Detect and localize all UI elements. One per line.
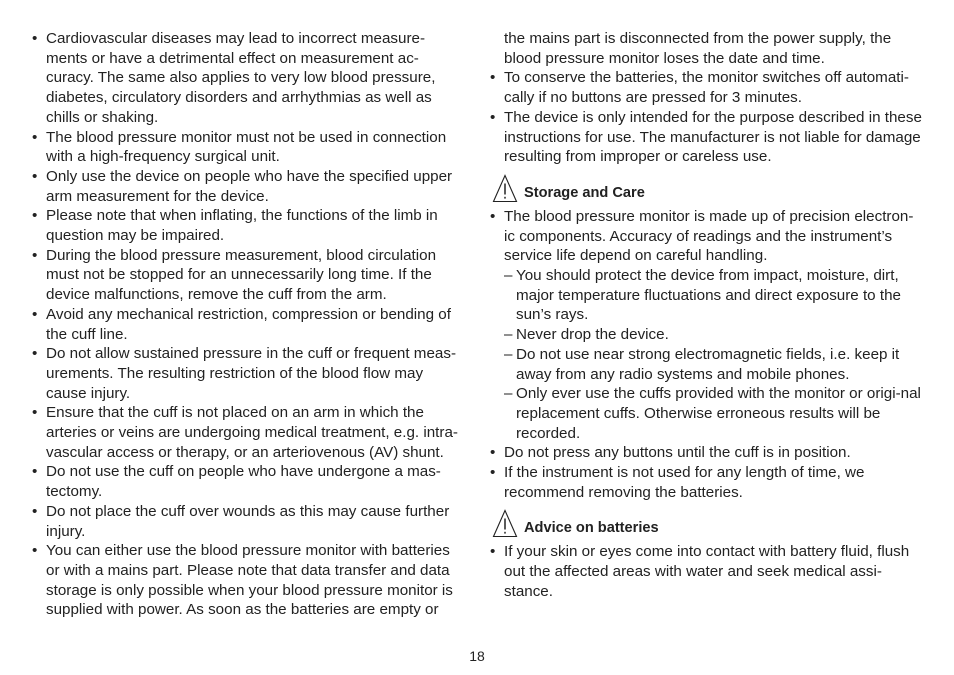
list-item: • Ensure that the cuff is not placed on an arm in which the arteries or veins are undergoing medical treatment, e.g. intra-vascular access or therapy, or an arteriovenous (AV) shunt. <box>32 403 466 462</box>
list-item: • To conserve the batteries, the monitor switches off automati-cally if no buttons are pressed for 3 minutes. <box>490 68 924 107</box>
list-item: • Please note that when inflating, the functions of the limb in question may be impaired. <box>32 206 466 245</box>
list-item: • Cardiovascular diseases may lead to incorrect measure-ments or have a detrimental effect on measurement ac-curacy. The same also applies to very low blood pressure, diabetes, circulatory disorders and arrhythmias as well as chills or shaking. <box>32 29 466 128</box>
list-item: • If your skin or eyes come into contact with battery fluid, flush out the affected areas with water and seek medical assi-stance. <box>490 542 924 601</box>
sub-list-item: – You should protect the device from impact, moisture, dirt, major temperature fluctuations and direct exposure to the sun’s rays. <box>490 266 924 325</box>
list-item: • You can either use the blood pressure monitor with batteries or with a mains part. Please note that data transfer and data storage is only possible when your blood pressure monitor is supplied with power. As soon as the batteries are empty or <box>32 541 466 620</box>
list-item: • The blood pressure monitor is made up of precision electron-ic components. Accuracy of readings and the instrument’s service life depend on careful handling. <box>490 207 924 266</box>
sub-list-item: – Do not use near strong electromagnetic fields, i.e. keep it away from any radio systems and mobile phones. <box>490 345 924 384</box>
section-title: Storage and Care <box>524 184 645 201</box>
list-item: • Do not press any buttons until the cuff is in position. <box>490 443 924 463</box>
list-item: • Avoid any mechanical restriction, compression or bending of the cuff line. <box>32 305 466 344</box>
page-number: 18 <box>469 648 485 664</box>
list-item: • The blood pressure monitor must not be used in connection with a high-frequency surgical unit. <box>32 128 466 167</box>
sub-list-item: – Only ever use the cuffs provided with the monitor or origi-nal replacement cuffs. Otherwise erroneous results will be recorded. <box>490 384 924 443</box>
list-item: • The device is only intended for the purpose described in these instructions for use. The manufacturer is not liable for damage resulting from improper or careless use. <box>490 108 924 167</box>
batteries-section-heading <box>492 507 924 538</box>
warning-triangle-icon <box>492 509 518 538</box>
warning-triangle-icon <box>492 174 518 203</box>
storage-section-heading <box>492 172 924 203</box>
continued-text: the mains part is disconnected from the power supply, the blood pressure monitor loses the date and time. <box>504 30 892 67</box>
list-item: • Only use the device on people who have the specified upper arm measurement for the device. <box>32 167 466 206</box>
right-column <box>490 29 924 602</box>
section-title: Advice on batteries <box>524 520 659 537</box>
list-item: • If the instrument is not used for any length of time, we recommend removing the batteries. <box>490 463 924 502</box>
list-item: • Do not use the cuff on people who have undergone a mas-tectomy. <box>32 462 466 501</box>
sub-list-item: – Never drop the device. <box>490 325 924 345</box>
left-column <box>32 29 466 620</box>
list-item: • During the blood pressure measurement, blood circulation must not be stopped for an unnecessarily long time. If the device malfunctions, remove the cuff from the arm. <box>32 246 466 305</box>
list-item: • Do not place the cuff over wounds as this may cause further injury. <box>32 502 466 541</box>
list-item: • Do not allow sustained pressure in the cuff or frequent meas-urements. The resulting restriction of the blood flow may cause injury. <box>32 344 466 403</box>
